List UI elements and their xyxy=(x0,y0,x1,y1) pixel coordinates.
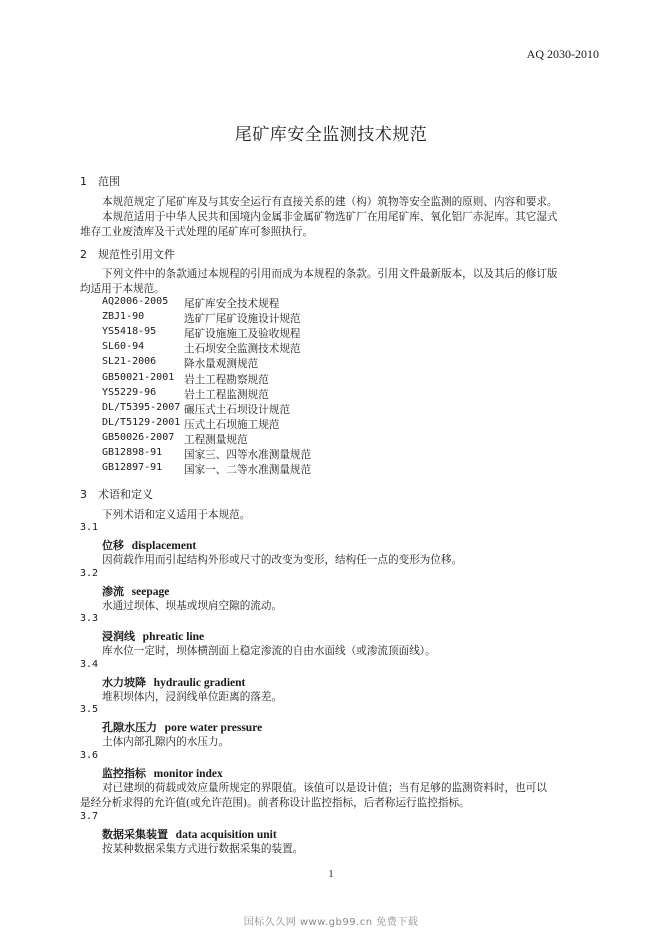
term-english: displacement xyxy=(131,540,197,552)
watermark-footer: 国标久久网 www.gb99.cn 免费下载 xyxy=(243,917,419,928)
page-number: 1 xyxy=(328,869,334,880)
term-english: monitor index xyxy=(153,767,223,780)
term-number: 3.7 xyxy=(80,810,99,822)
term-definition: 土体内部孔隙内的水压力。 xyxy=(102,736,230,748)
paragraph: 下列文件中的条款通过本规程的引用而成为本规程的条款。引用文件最新版本，以及其后的修订版 xyxy=(102,268,558,280)
term-chinese: 监控指标 xyxy=(102,766,146,780)
term-definition: 是经分析求得的允许值(或允许范围)。前者称设计监控指标，后者称运行监控指标。 xyxy=(80,796,470,809)
section-number: 3 xyxy=(80,488,87,501)
reference-title: 降水量观测规范 xyxy=(184,358,259,371)
term-number: 3.5 xyxy=(80,704,99,715)
term-chinese: 孔隙水压力 xyxy=(102,721,157,734)
paragraph: 本规范适用于中华人民共和国境内金属非金属矿物选矿厂在用尾矿库、氧化铝厂赤泥库。其它湿式 xyxy=(102,211,558,223)
section-title: 范围 xyxy=(98,175,120,188)
reference-title: 尾矿设施施工及验收规程 xyxy=(184,328,301,341)
reference-code: YS5229-96 xyxy=(102,386,157,398)
reference-title: 工程测量规范 xyxy=(184,433,248,446)
term-english: pore water pressure xyxy=(164,722,263,734)
term-chinese: 位移 xyxy=(102,539,124,552)
term-definition: 按某种数据采集方式进行数据采集的装置。 xyxy=(102,842,304,855)
paragraph: 均适用于本规范。 xyxy=(80,283,165,295)
reference-title: 碾压式土石坝设计规范 xyxy=(184,403,290,416)
term-number: 3.1 xyxy=(80,522,99,533)
reference-title: 压式土石坝施工规范 xyxy=(184,418,280,431)
term-heading xyxy=(102,826,277,842)
term-definition: 对已建坝的荷载或效应量所规定的界限值。该值可以是设计值；当有足够的监测资料时，也可以 xyxy=(102,781,547,794)
term-english: hydraulic gradient xyxy=(153,676,246,689)
reference-title: 选矿厂尾矿设施设计规范 xyxy=(184,313,301,326)
paragraph: 本规范规定了尾矿库及与其安全运行有直接关系的建（构）筑物等安全监测的原则、内容和要求。 xyxy=(102,196,558,208)
reference-code: GB50021-2001 xyxy=(102,371,175,383)
reference-code: GB12898-91 xyxy=(102,447,163,458)
term-english: phreatic line xyxy=(142,631,205,643)
reference-title: 国家三、四等水准测量规范 xyxy=(184,449,312,461)
term-definition: 库水位一定时，坝体横剖面上稳定渗流的自由水面线（或渗流顶面线）。 xyxy=(102,645,436,657)
reference-code: SL21-2006 xyxy=(102,356,157,368)
term-definition: 因荷载作用而引起结构外形或尺寸的改变为变形，结构任一点的变形为位移。 xyxy=(102,554,463,566)
reference-title: 岩土工程勘察规范 xyxy=(184,373,269,386)
term-chinese: 数据采集装置 xyxy=(102,827,168,841)
reference-code: DL/T5129-2001 xyxy=(102,416,181,428)
section-title: 规范性引用文件 xyxy=(98,248,175,261)
paragraph: 堆存工业废渣库及干式处理的尾矿库可参照执行。 xyxy=(80,226,314,238)
term-heading xyxy=(102,628,204,644)
paragraph: 下列术语和定义适用于本规范。 xyxy=(102,509,251,521)
standard-number: AQ 2030-2010 xyxy=(526,47,599,61)
term-chinese: 浸润线 xyxy=(102,630,135,643)
term-heading xyxy=(102,719,262,735)
section-number: 2 xyxy=(80,248,87,261)
term-number: 3.6 xyxy=(80,749,99,761)
section-title: 术语和定义 xyxy=(98,488,153,501)
reference-title: 尾矿库安全技术规程 xyxy=(184,298,280,310)
section-1-heading xyxy=(80,173,120,189)
section-3-heading xyxy=(80,486,153,502)
reference-title: 国家一、二等水准测量规范 xyxy=(184,464,312,477)
term-number: 3.3 xyxy=(80,613,99,624)
term-number: 3.4 xyxy=(80,658,99,670)
term-heading xyxy=(102,537,196,553)
section-number: 1 xyxy=(80,175,87,188)
reference-code: DL/T5395-2007 xyxy=(102,401,181,413)
section-2-heading xyxy=(80,246,175,262)
reference-code: GB12897-91 xyxy=(102,462,163,474)
term-heading xyxy=(102,765,223,781)
page-title: 尾矿库安全监测技术规范 xyxy=(234,125,428,145)
reference-title: 土石坝安全监测技术规范 xyxy=(184,343,301,356)
reference-title: 岩土工程监测规范 xyxy=(184,388,269,401)
term-chinese: 渗流 xyxy=(102,584,124,598)
reference-code: AQ2006-2005 xyxy=(102,296,169,307)
term-english: data acquisition unit xyxy=(175,828,277,841)
term-chinese: 水力坡降 xyxy=(102,675,146,689)
reference-code: SL60-94 xyxy=(102,341,145,353)
term-definition: 水通过坝体、坝基或坝肩空隙的流动。 xyxy=(102,599,283,612)
term-definition: 堆积坝体内，浸润线单位距离的落差。 xyxy=(102,690,283,703)
term-number: 3.2 xyxy=(80,567,99,579)
reference-code: ZBJ1-90 xyxy=(102,311,145,323)
term-heading xyxy=(102,674,245,690)
reference-code: GB50026-2007 xyxy=(102,431,175,443)
term-english: seepage xyxy=(131,585,170,598)
reference-code: YS5418-95 xyxy=(102,326,157,338)
term-heading xyxy=(102,583,169,599)
